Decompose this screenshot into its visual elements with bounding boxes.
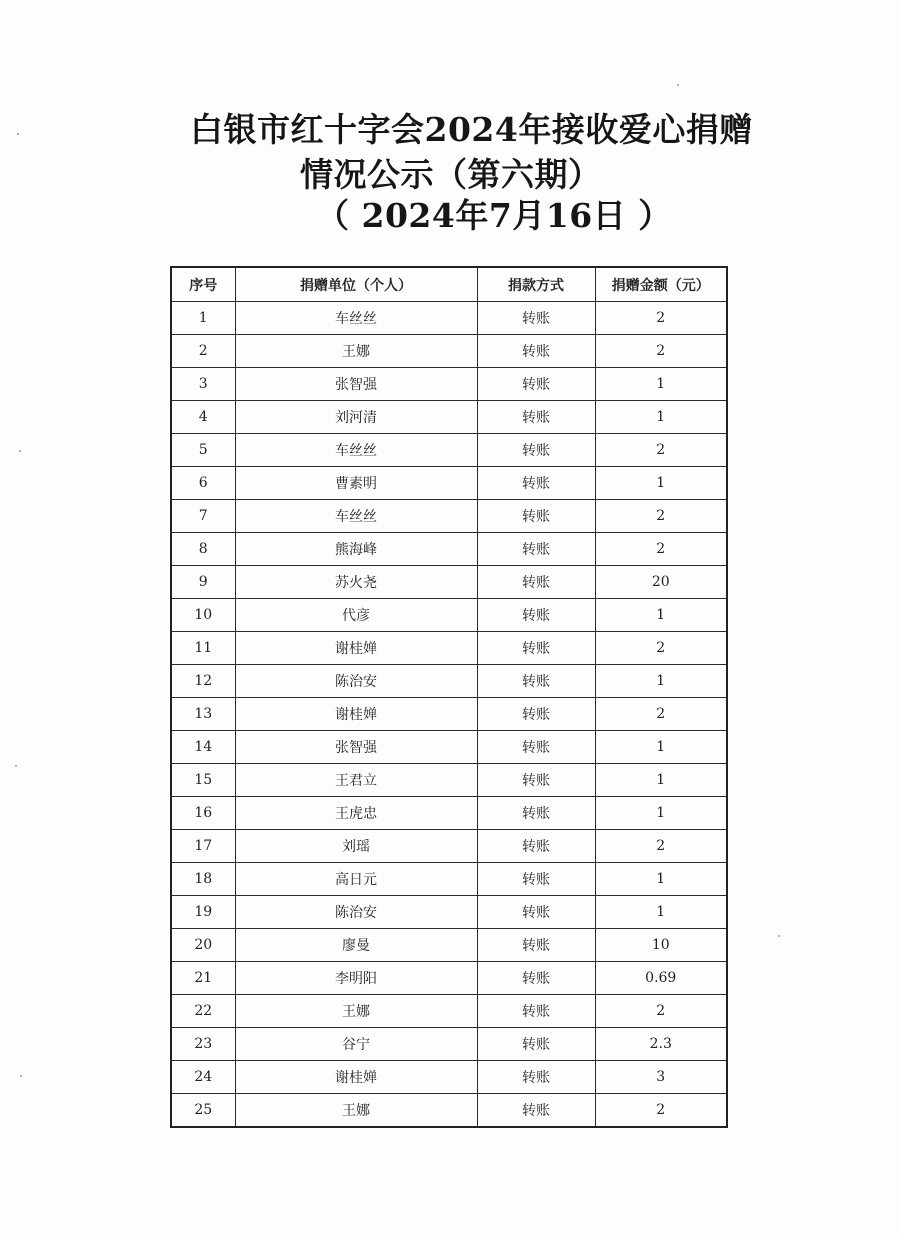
cell-method: 转账 (477, 929, 595, 962)
table-row (171, 1028, 727, 1061)
cell-amount: 2 (595, 698, 727, 731)
cell-method: 转账 (477, 500, 595, 533)
header-amount: 捐赠金额（元） (595, 267, 727, 302)
cell-amount: 1 (595, 764, 727, 797)
cell-seq: 5 (171, 434, 235, 467)
cell-seq: 4 (171, 401, 235, 434)
cell-donor: 陈治安 (235, 896, 477, 929)
cell-method: 转账 (477, 1061, 595, 1094)
cell-method: 转账 (477, 632, 595, 665)
cell-seq: 3 (171, 368, 235, 401)
cell-method: 转账 (477, 533, 595, 566)
cell-donor: 廖曼 (235, 929, 477, 962)
cell-donor: 王虎忠 (235, 797, 477, 830)
cell-seq: 15 (171, 764, 235, 797)
cell-seq: 21 (171, 962, 235, 995)
table-row (171, 533, 727, 566)
cell-method: 转账 (477, 896, 595, 929)
title-line-1: 白银市红十字会2024年接收爱心捐赠 (190, 110, 753, 149)
cell-amount: 1 (595, 797, 727, 830)
cell-method: 转账 (477, 797, 595, 830)
table-row (171, 335, 727, 368)
header-seq: 序号 (171, 267, 235, 302)
cell-donor: 王君立 (235, 764, 477, 797)
title-line-2: 情况公示（第六期） (300, 155, 602, 194)
cell-donor: 曹素明 (235, 467, 477, 500)
cell-amount: 1 (595, 368, 727, 401)
cell-method: 转账 (477, 302, 595, 335)
cell-seq: 11 (171, 632, 235, 665)
cell-donor: 车丝丝 (235, 434, 477, 467)
cell-donor: 谢桂婵 (235, 698, 477, 731)
cell-amount: 1 (595, 401, 727, 434)
table-row (171, 467, 727, 500)
table-row (171, 665, 727, 698)
cell-amount: 1 (595, 731, 727, 764)
cell-method: 转账 (477, 335, 595, 368)
cell-donor: 代彦 (235, 599, 477, 632)
table-row (171, 698, 727, 731)
cell-amount: 1 (595, 665, 727, 698)
table-row (171, 599, 727, 632)
cell-seq: 18 (171, 863, 235, 896)
cell-amount: 1 (595, 599, 727, 632)
cell-seq: 12 (171, 665, 235, 698)
cell-seq: 20 (171, 929, 235, 962)
cell-amount: 1 (595, 467, 727, 500)
scan-speck (15, 765, 17, 767)
cell-method: 转账 (477, 566, 595, 599)
cell-amount: 2 (595, 1094, 727, 1128)
cell-seq: 1 (171, 302, 235, 335)
cell-donor: 谷宁 (235, 1028, 477, 1061)
cell-method: 转账 (477, 401, 595, 434)
cell-seq: 2 (171, 335, 235, 368)
cell-amount: 2 (595, 434, 727, 467)
cell-donor: 陈治安 (235, 665, 477, 698)
cell-amount: 0.69 (595, 962, 727, 995)
cell-amount: 1 (595, 896, 727, 929)
table-row (171, 368, 727, 401)
cell-seq: 16 (171, 797, 235, 830)
cell-donor: 谢桂婵 (235, 632, 477, 665)
cell-donor: 王娜 (235, 995, 477, 1028)
table-row (171, 401, 727, 434)
cell-method: 转账 (477, 368, 595, 401)
cell-seq: 9 (171, 566, 235, 599)
table-row (171, 797, 727, 830)
table-row (171, 302, 727, 335)
cell-seq: 19 (171, 896, 235, 929)
scan-speck (20, 1075, 22, 1077)
table-row (171, 863, 727, 896)
table-row (171, 962, 727, 995)
cell-method: 转账 (477, 467, 595, 500)
cell-method: 转账 (477, 962, 595, 995)
cell-method: 转账 (477, 830, 595, 863)
cell-seq: 7 (171, 500, 235, 533)
cell-seq: 14 (171, 731, 235, 764)
cell-seq: 25 (171, 1094, 235, 1128)
cell-method: 转账 (477, 599, 595, 632)
cell-seq: 6 (171, 467, 235, 500)
cell-donor: 车丝丝 (235, 500, 477, 533)
cell-seq: 17 (171, 830, 235, 863)
cell-amount: 3 (595, 1061, 727, 1094)
cell-seq: 8 (171, 533, 235, 566)
table-row (171, 434, 727, 467)
cell-amount: 1 (595, 863, 727, 896)
table-header-row (171, 267, 727, 302)
cell-donor: 刘河清 (235, 401, 477, 434)
cell-amount: 20 (595, 566, 727, 599)
cell-donor: 张智强 (235, 368, 477, 401)
table-row (171, 566, 727, 599)
cell-donor: 李明阳 (235, 962, 477, 995)
scan-speck (778, 935, 780, 937)
cell-method: 转账 (477, 731, 595, 764)
cell-method: 转账 (477, 434, 595, 467)
table-row (171, 500, 727, 533)
table-row (171, 929, 727, 962)
cell-method: 转账 (477, 995, 595, 1028)
cell-amount: 2 (595, 830, 727, 863)
table-body (171, 302, 727, 1128)
cell-seq: 10 (171, 599, 235, 632)
cell-amount: 2 (595, 995, 727, 1028)
cell-method: 转账 (477, 698, 595, 731)
cell-method: 转账 (477, 1028, 595, 1061)
cell-seq: 24 (171, 1061, 235, 1094)
cell-donor: 张智强 (235, 731, 477, 764)
scan-speck (19, 450, 21, 452)
cell-seq: 22 (171, 995, 235, 1028)
table-row (171, 632, 727, 665)
table-row (171, 764, 727, 797)
cell-donor: 王娜 (235, 1094, 477, 1128)
cell-amount: 2 (595, 335, 727, 368)
cell-donor: 谢桂婵 (235, 1061, 477, 1094)
cell-donor: 车丝丝 (235, 302, 477, 335)
table-row (171, 995, 727, 1028)
cell-amount: 2 (595, 533, 727, 566)
cell-seq: 13 (171, 698, 235, 731)
cell-amount: 2 (595, 302, 727, 335)
table-row (171, 1061, 727, 1094)
cell-donor: 苏火尧 (235, 566, 477, 599)
donation-table (170, 266, 728, 1128)
cell-donor: 刘瑶 (235, 830, 477, 863)
cell-method: 转账 (477, 863, 595, 896)
table-row (171, 830, 727, 863)
header-donor: 捐赠单位（个人） (235, 267, 477, 302)
title-date-line: （ 2024年7月16日 ） (316, 196, 672, 235)
cell-amount: 2 (595, 632, 727, 665)
cell-donor: 熊海峰 (235, 533, 477, 566)
cell-amount: 10 (595, 929, 727, 962)
cell-method: 转账 (477, 1094, 595, 1128)
cell-method: 转账 (477, 665, 595, 698)
cell-donor: 高日元 (235, 863, 477, 896)
table-row (171, 1094, 727, 1128)
scan-speck (17, 133, 19, 135)
cell-amount: 2 (595, 500, 727, 533)
table-row (171, 731, 727, 764)
cell-method: 转账 (477, 764, 595, 797)
cell-amount: 2.3 (595, 1028, 727, 1061)
cell-donor: 王娜 (235, 335, 477, 368)
header-method: 捐款方式 (477, 267, 595, 302)
table-row (171, 896, 727, 929)
scan-speck (677, 84, 679, 86)
cell-seq: 23 (171, 1028, 235, 1061)
